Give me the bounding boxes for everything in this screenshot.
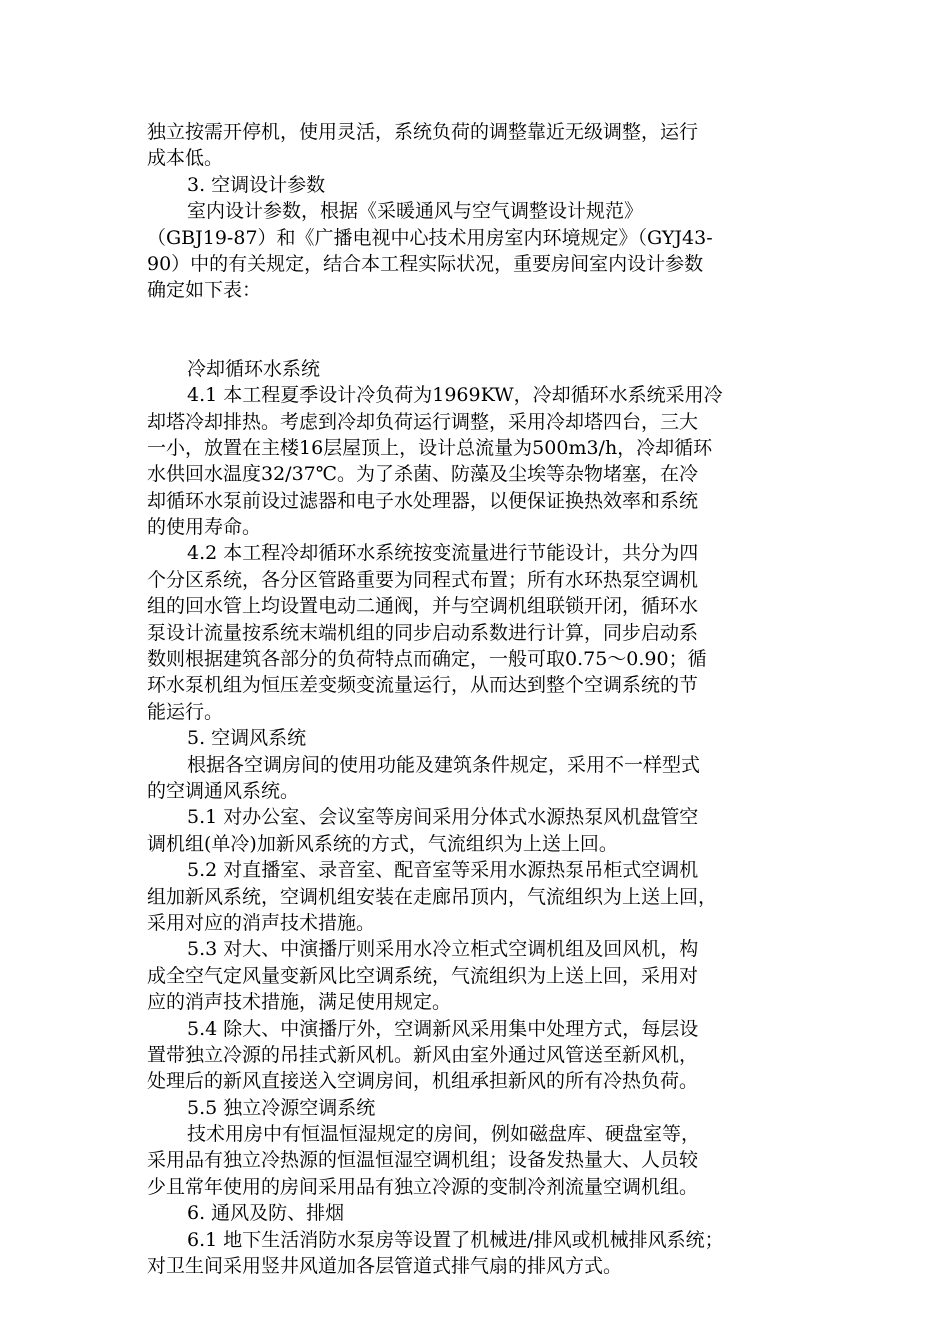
text-line: 一小，放置在主楼16层屋顶上，设计总流量为500m3/h，冷却循环 [147, 436, 713, 459]
text-line: 个分区系统，各分区管路重要为同程式布置；所有水环热泵空调机 [147, 568, 699, 591]
text-line: 成全空气定风量变新风比空调系统，气流组织为上送上回，采用对 [147, 964, 699, 987]
text-line: 5.2 对直播室、录音室、配音室等采用水源热泵吊柜式空调机 [187, 859, 699, 882]
text-line: 却循环水泵前设过滤器和电子水处理器，以便保证换热效率和系统 [147, 489, 699, 512]
text-line: 调机组(单冷)加新风系统的方式，气流组织为上送上回。 [147, 832, 618, 855]
text-line: 的使用寿命。 [147, 516, 262, 539]
missing-table-space [147, 304, 807, 356]
text-line: 5.3 对大、中演播厅则采用水冷立柜式空调机组及回风机，构 [187, 938, 699, 961]
text-line: 应的消声技术措施，满足使用规定。 [147, 991, 452, 1014]
text-line: 泵设计流量按系统末端机组的同步启动系数进行计算，同步启动系 [147, 621, 699, 644]
text-line: 能运行。 [147, 700, 224, 723]
text-line: 4.2 本工程冷却循环水系统按变流量进行节能设计，共分为四 [187, 542, 699, 565]
section-heading: 6. 通风及防、排烟 [187, 1202, 345, 1225]
text-line: 独立按需开停机，使用灵活，系统负荷的调整靠近无级调整，运行 [147, 121, 699, 143]
text-line: 水供回水温度32/37℃。为了杀菌、防藻及尘埃等杂物堵塞，在冷 [147, 463, 699, 486]
text-line: 根据各空调房间的使用功能及建筑条件规定，采用不一样型式 [187, 753, 701, 776]
text-line: 置带独立冷源的吊挂式新风机。新风由室外通过风管送至新风机， [147, 1043, 699, 1066]
document-body [147, 119, 807, 1279]
text-line: 5.4 除大、中演播厅外，空调新风采用集中处理方式，每层设 [187, 1017, 699, 1040]
text-line: 6.1 地下生活消防水泵房等设置了机械进/排风或机械排风系统； [187, 1228, 724, 1251]
text-line: （GBJ19-87）和《广播电视中心技术用房室内环境规定》（GYJ43- [147, 226, 713, 249]
section-heading: 冷却循环水系统 [187, 357, 321, 380]
section-heading: 5.5 独立冷源空调系统 [187, 1096, 376, 1119]
text-line: 组加新风系统，空调机组安装在走廊吊顶内，气流组织为上送上回， [147, 885, 718, 908]
text-line: 环水泵机组为恒压差变频变流量运行，从而达到整个空调系统的节 [147, 674, 699, 697]
text-line: 室内设计参数，根据《采暖通风与空气调整设计规范》 [187, 200, 644, 223]
text-line: 4.1 本工程夏季设计冷负荷为1969KW，冷却循环水系统采用冷 [187, 384, 723, 407]
text-line: 数则根据建筑各部分的负荷特点而确定，一般可取0.75～0.90；循 [147, 648, 707, 671]
text-line: 却塔冷却排热。考虑到冷却负荷运行调整，采用冷却塔四台，三大 [147, 410, 699, 433]
text-line: 5.1 对办公室、会议室等房间采用分体式水源热泵风机盘管空 [187, 806, 699, 829]
text-line: 采用对应的消声技术措施。 [147, 911, 376, 934]
section-heading: 5. 空调风系统 [187, 727, 307, 750]
text-line: 处理后的新风直接送入空调房间，机组承担新风的所有冷热负荷。 [147, 1070, 699, 1093]
section-heading: 3. 空调设计参数 [187, 173, 326, 196]
text-line: 组的回水管上均设置电动二通阀，并与空调机组联锁开闭，循环水 [147, 595, 699, 618]
text-line: 少且常年使用的房间采用品有独立冷源的变制冷剂流量空调机组。 [147, 1175, 699, 1198]
text-line: 的空调通风系统。 [147, 779, 300, 802]
text-line: 技术用房中有恒温恒湿规定的房间，例如磁盘库、硬盘室等， [187, 1123, 701, 1146]
text-line: 确定如下表： [147, 279, 262, 302]
text-line: 采用品有独立冷热源的恒温恒湿空调机组；设备发热量大、人员较 [147, 1149, 699, 1172]
text-line: 成本低。 [147, 147, 224, 170]
text-line: 90）中的有关规定，结合本工程实际状况，重要房间室内设计参数 [147, 252, 704, 275]
text-line: 对卫生间采用竖井风道加各层管道式排气扇的排风方式。 [147, 1255, 623, 1278]
